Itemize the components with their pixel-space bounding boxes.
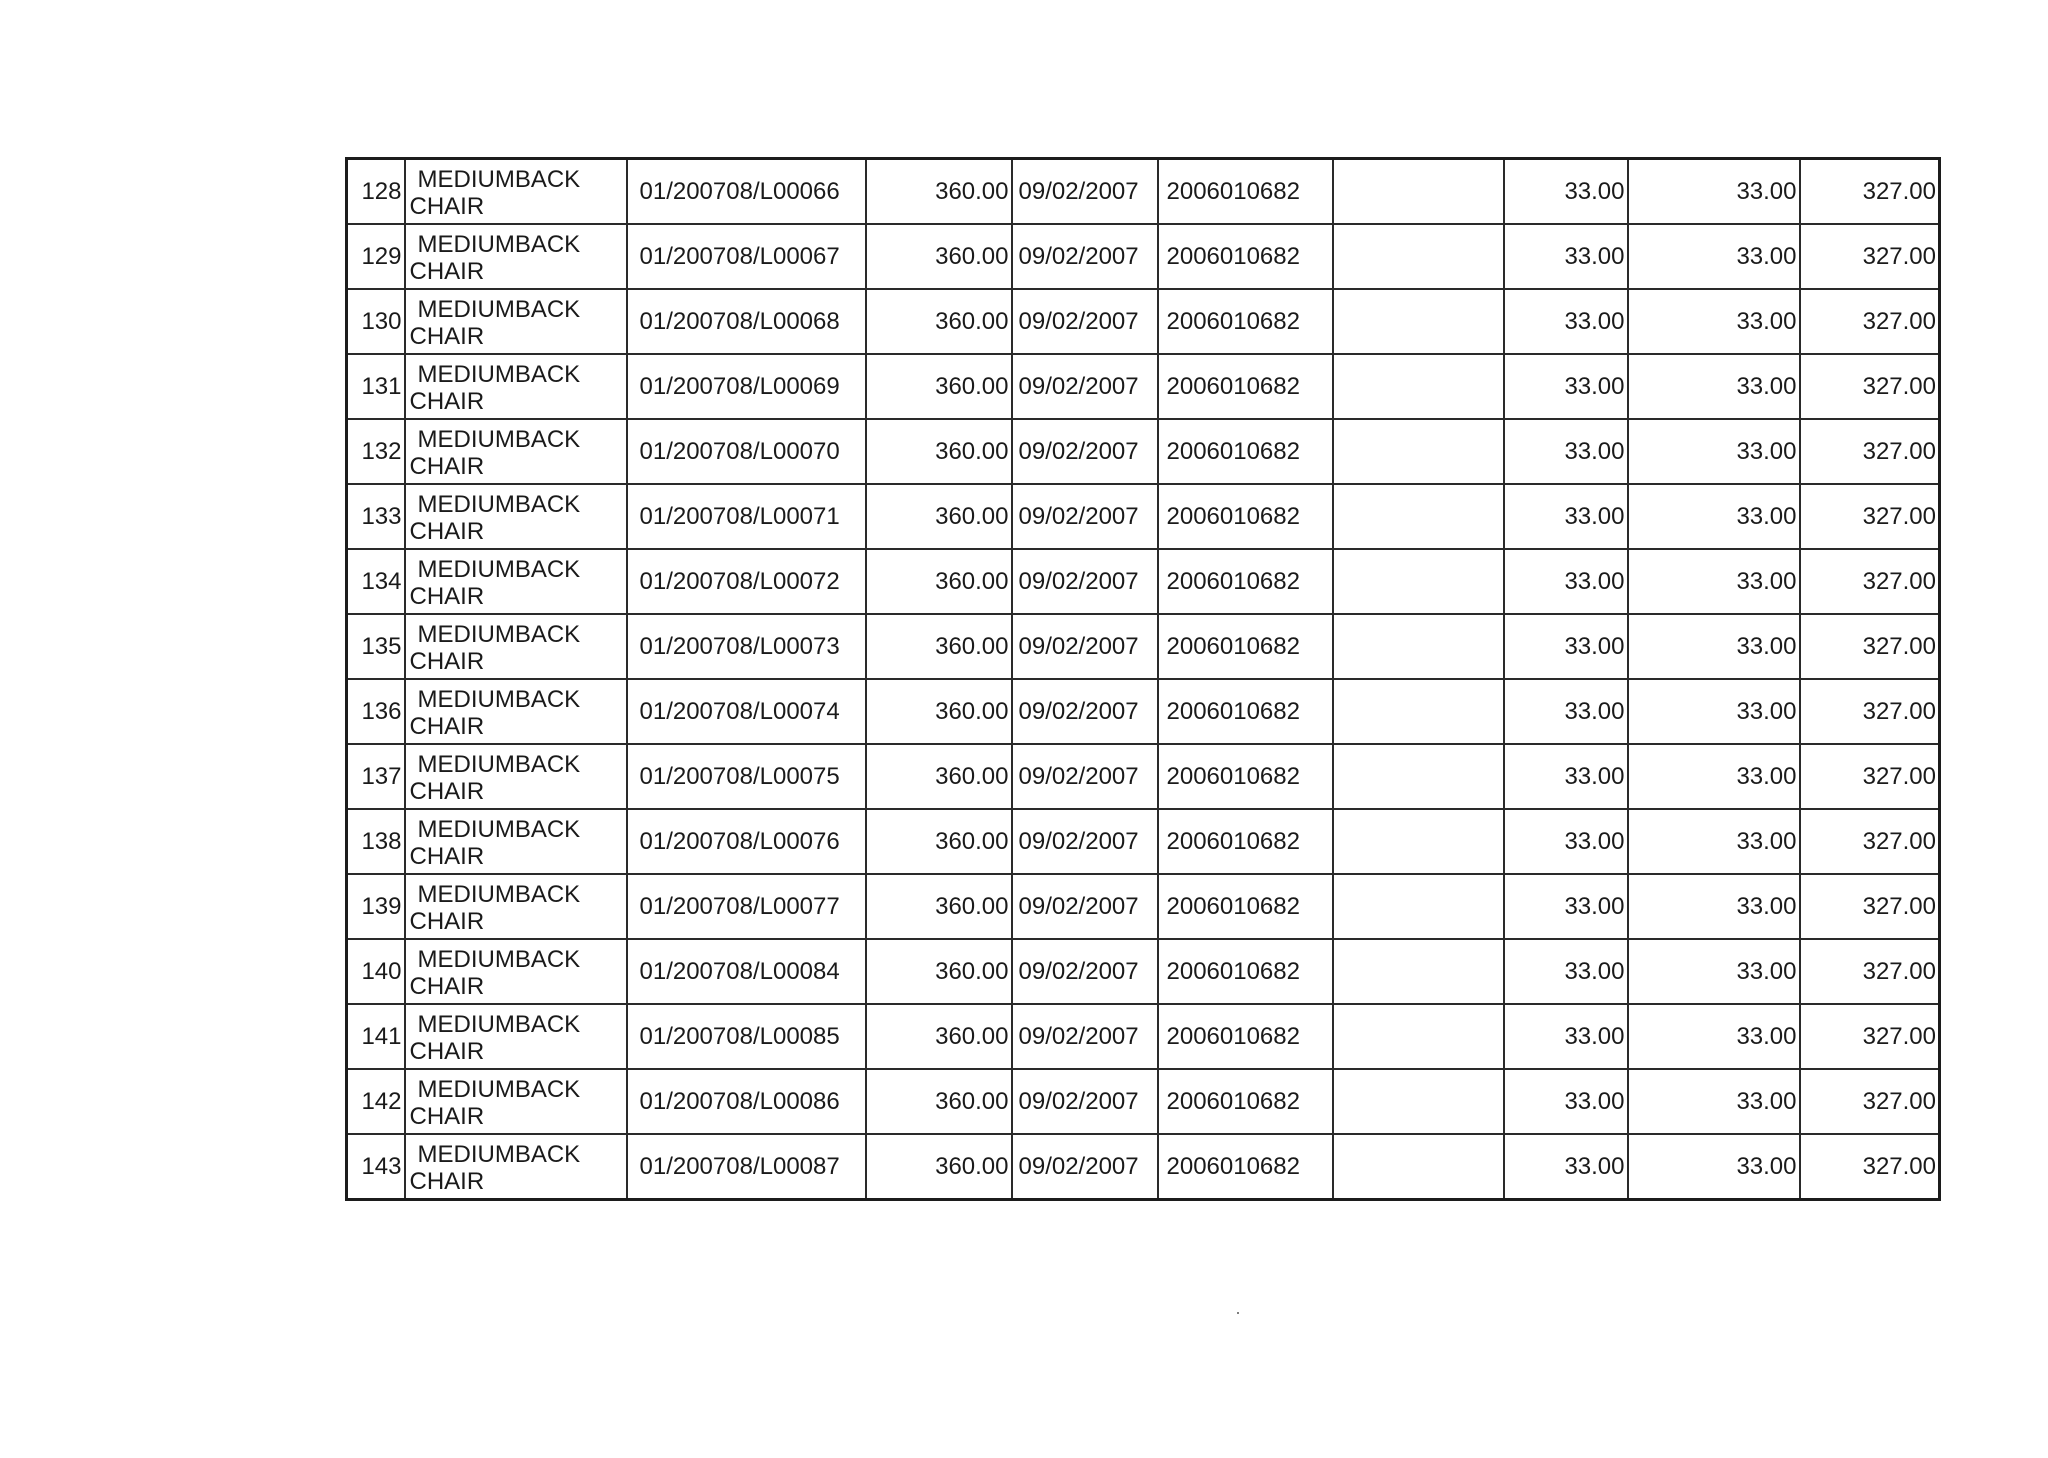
description-line-2: CHAIR <box>409 257 485 285</box>
table-row <box>347 289 1940 354</box>
date-cell: 09/02/2007 <box>1012 679 1158 744</box>
blank-cell <box>1333 289 1504 354</box>
value-two-cell: 33.00 <box>1628 939 1800 1004</box>
value-one-cell: 33.00 <box>1504 939 1628 1004</box>
code-cell: 2006010682 <box>1158 614 1333 679</box>
code-cell: 2006010682 <box>1158 224 1333 289</box>
amount-cell: 360.00 <box>866 939 1012 1004</box>
reference-number-cell: 01/200708/L00072 <box>627 549 866 614</box>
value-one-cell: 33.00 <box>1504 549 1628 614</box>
blank-cell <box>1333 484 1504 549</box>
date-cell: 09/02/2007 <box>1012 289 1158 354</box>
blank-cell <box>1333 939 1504 1004</box>
table-row <box>347 614 1940 679</box>
table-row <box>347 484 1940 549</box>
date-cell: 09/02/2007 <box>1012 874 1158 939</box>
value-two-cell: 33.00 <box>1628 354 1800 419</box>
serial-number-cell: 141 <box>347 1004 405 1069</box>
date-cell: 09/02/2007 <box>1012 1069 1158 1134</box>
description-line-1: MEDIUMBACK <box>417 490 581 518</box>
value-two-cell: 33.00 <box>1628 1134 1800 1200</box>
date-cell: 09/02/2007 <box>1012 1004 1158 1069</box>
date-cell: 09/02/2007 <box>1012 549 1158 614</box>
table-row <box>347 744 1940 809</box>
balance-cell: 327.00 <box>1800 614 1940 679</box>
amount-cell: 360.00 <box>866 679 1012 744</box>
description-line-2: CHAIR <box>409 1037 485 1065</box>
value-one-cell: 33.00 <box>1504 1134 1628 1200</box>
table-row <box>347 809 1940 874</box>
table-row <box>347 159 1940 225</box>
amount-cell: 360.00 <box>866 1004 1012 1069</box>
serial-number-cell: 142 <box>347 1069 405 1134</box>
code-cell: 2006010682 <box>1158 1069 1333 1134</box>
table-row <box>347 679 1940 744</box>
blank-cell <box>1333 1004 1504 1069</box>
serial-number-cell: 130 <box>347 289 405 354</box>
description-line-2: CHAIR <box>409 907 485 935</box>
asset-ledger-table <box>345 157 1941 1201</box>
value-one-cell: 33.00 <box>1504 809 1628 874</box>
code-cell: 2006010682 <box>1158 419 1333 484</box>
description-line-1: MEDIUMBACK <box>417 230 581 258</box>
code-cell: 2006010682 <box>1158 1134 1333 1200</box>
table-row <box>347 939 1940 1004</box>
scan-speck <box>1237 1312 1239 1314</box>
date-cell: 09/02/2007 <box>1012 354 1158 419</box>
blank-cell <box>1333 224 1504 289</box>
date-cell: 09/02/2007 <box>1012 484 1158 549</box>
description-cell <box>405 614 627 679</box>
description-line-1: MEDIUMBACK <box>417 750 581 778</box>
value-two-cell: 33.00 <box>1628 484 1800 549</box>
reference-number-cell: 01/200708/L00074 <box>627 679 866 744</box>
reference-number-cell: 01/200708/L00066 <box>627 159 866 225</box>
table-row <box>347 549 1940 614</box>
code-cell: 2006010682 <box>1158 549 1333 614</box>
description-line-1: MEDIUMBACK <box>417 945 581 973</box>
date-cell: 09/02/2007 <box>1012 744 1158 809</box>
value-one-cell: 33.00 <box>1504 1069 1628 1134</box>
serial-number-cell: 143 <box>347 1134 405 1200</box>
balance-cell: 327.00 <box>1800 1004 1940 1069</box>
value-one-cell: 33.00 <box>1504 679 1628 744</box>
description-cell <box>405 744 627 809</box>
description-line-2: CHAIR <box>409 842 485 870</box>
value-two-cell: 33.00 <box>1628 289 1800 354</box>
date-cell: 09/02/2007 <box>1012 1134 1158 1200</box>
description-cell <box>405 224 627 289</box>
blank-cell <box>1333 679 1504 744</box>
reference-number-cell: 01/200708/L00086 <box>627 1069 866 1134</box>
date-cell: 09/02/2007 <box>1012 809 1158 874</box>
value-two-cell: 33.00 <box>1628 809 1800 874</box>
code-cell: 2006010682 <box>1158 939 1333 1004</box>
reference-number-cell: 01/200708/L00084 <box>627 939 866 1004</box>
description-line-2: CHAIR <box>409 972 485 1000</box>
description-line-1: MEDIUMBACK <box>417 880 581 908</box>
amount-cell: 360.00 <box>866 549 1012 614</box>
balance-cell: 327.00 <box>1800 419 1940 484</box>
value-one-cell: 33.00 <box>1504 419 1628 484</box>
description-cell <box>405 419 627 484</box>
reference-number-cell: 01/200708/L00071 <box>627 484 866 549</box>
serial-number-cell: 135 <box>347 614 405 679</box>
value-one-cell: 33.00 <box>1504 354 1628 419</box>
amount-cell: 360.00 <box>866 809 1012 874</box>
amount-cell: 360.00 <box>866 419 1012 484</box>
description-line-1: MEDIUMBACK <box>417 425 581 453</box>
balance-cell: 327.00 <box>1800 289 1940 354</box>
code-cell: 2006010682 <box>1158 809 1333 874</box>
table-row <box>347 354 1940 419</box>
balance-cell: 327.00 <box>1800 744 1940 809</box>
description-line-2: CHAIR <box>409 777 485 805</box>
balance-cell: 327.00 <box>1800 224 1940 289</box>
reference-number-cell: 01/200708/L00070 <box>627 419 866 484</box>
date-cell: 09/02/2007 <box>1012 224 1158 289</box>
reference-number-cell: 01/200708/L00077 <box>627 874 866 939</box>
reference-number-cell: 01/200708/L00076 <box>627 809 866 874</box>
value-one-cell: 33.00 <box>1504 874 1628 939</box>
balance-cell: 327.00 <box>1800 549 1940 614</box>
description-cell <box>405 159 627 225</box>
balance-cell: 327.00 <box>1800 874 1940 939</box>
value-two-cell: 33.00 <box>1628 224 1800 289</box>
reference-number-cell: 01/200708/L00073 <box>627 614 866 679</box>
description-cell <box>405 874 627 939</box>
description-cell <box>405 354 627 419</box>
date-cell: 09/02/2007 <box>1012 614 1158 679</box>
serial-number-cell: 136 <box>347 679 405 744</box>
description-line-1: MEDIUMBACK <box>417 620 581 648</box>
amount-cell: 360.00 <box>866 1069 1012 1134</box>
description-line-2: CHAIR <box>409 387 485 415</box>
serial-number-cell: 134 <box>347 549 405 614</box>
amount-cell: 360.00 <box>866 614 1012 679</box>
description-cell <box>405 1069 627 1134</box>
blank-cell <box>1333 744 1504 809</box>
description-line-2: CHAIR <box>409 1102 485 1130</box>
value-two-cell: 33.00 <box>1628 549 1800 614</box>
blank-cell <box>1333 354 1504 419</box>
serial-number-cell: 131 <box>347 354 405 419</box>
description-cell <box>405 1134 627 1200</box>
amount-cell: 360.00 <box>866 289 1012 354</box>
amount-cell: 360.00 <box>866 354 1012 419</box>
serial-number-cell: 139 <box>347 874 405 939</box>
reference-number-cell: 01/200708/L00075 <box>627 744 866 809</box>
serial-number-cell: 137 <box>347 744 405 809</box>
code-cell: 2006010682 <box>1158 744 1333 809</box>
reference-number-cell: 01/200708/L00085 <box>627 1004 866 1069</box>
description-line-2: CHAIR <box>409 517 485 545</box>
date-cell: 09/02/2007 <box>1012 419 1158 484</box>
ledger-body <box>347 159 1940 1200</box>
code-cell: 2006010682 <box>1158 874 1333 939</box>
value-two-cell: 33.00 <box>1628 1004 1800 1069</box>
description-line-1: MEDIUMBACK <box>417 685 581 713</box>
amount-cell: 360.00 <box>866 874 1012 939</box>
value-two-cell: 33.00 <box>1628 614 1800 679</box>
serial-number-cell: 129 <box>347 224 405 289</box>
amount-cell: 360.00 <box>866 744 1012 809</box>
description-line-1: MEDIUMBACK <box>417 555 581 583</box>
value-two-cell: 33.00 <box>1628 419 1800 484</box>
amount-cell: 360.00 <box>866 159 1012 225</box>
code-cell: 2006010682 <box>1158 679 1333 744</box>
balance-cell: 327.00 <box>1800 679 1940 744</box>
table-row <box>347 224 1940 289</box>
serial-number-cell: 133 <box>347 484 405 549</box>
blank-cell <box>1333 159 1504 225</box>
description-line-2: CHAIR <box>409 712 485 740</box>
serial-number-cell: 138 <box>347 809 405 874</box>
code-cell: 2006010682 <box>1158 354 1333 419</box>
table-row <box>347 1134 1940 1200</box>
value-one-cell: 33.00 <box>1504 744 1628 809</box>
description-line-1: MEDIUMBACK <box>417 1140 581 1168</box>
serial-number-cell: 140 <box>347 939 405 1004</box>
description-line-2: CHAIR <box>409 1167 485 1195</box>
description-line-1: MEDIUMBACK <box>417 295 581 323</box>
value-one-cell: 33.00 <box>1504 159 1628 225</box>
description-cell <box>405 939 627 1004</box>
description-cell <box>405 549 627 614</box>
date-cell: 09/02/2007 <box>1012 939 1158 1004</box>
description-cell <box>405 484 627 549</box>
value-one-cell: 33.00 <box>1504 224 1628 289</box>
serial-number-cell: 128 <box>347 159 405 225</box>
amount-cell: 360.00 <box>866 484 1012 549</box>
description-line-1: MEDIUMBACK <box>417 815 581 843</box>
reference-number-cell: 01/200708/L00069 <box>627 354 866 419</box>
code-cell: 2006010682 <box>1158 289 1333 354</box>
table-row <box>347 874 1940 939</box>
blank-cell <box>1333 1134 1504 1200</box>
value-two-cell: 33.00 <box>1628 1069 1800 1134</box>
blank-cell <box>1333 549 1504 614</box>
code-cell: 2006010682 <box>1158 484 1333 549</box>
date-cell: 09/02/2007 <box>1012 159 1158 225</box>
description-line-1: MEDIUMBACK <box>417 165 581 193</box>
value-one-cell: 33.00 <box>1504 484 1628 549</box>
code-cell: 2006010682 <box>1158 1004 1333 1069</box>
serial-number-cell: 132 <box>347 419 405 484</box>
value-one-cell: 33.00 <box>1504 614 1628 679</box>
description-line-1: MEDIUMBACK <box>417 1075 581 1103</box>
description-line-1: MEDIUMBACK <box>417 1010 581 1038</box>
balance-cell: 327.00 <box>1800 1069 1940 1134</box>
blank-cell <box>1333 874 1504 939</box>
amount-cell: 360.00 <box>866 224 1012 289</box>
reference-number-cell: 01/200708/L00067 <box>627 224 866 289</box>
table-row <box>347 1069 1940 1134</box>
value-one-cell: 33.00 <box>1504 289 1628 354</box>
value-one-cell: 33.00 <box>1504 1004 1628 1069</box>
balance-cell: 327.00 <box>1800 159 1940 225</box>
balance-cell: 327.00 <box>1800 354 1940 419</box>
description-cell <box>405 679 627 744</box>
balance-cell: 327.00 <box>1800 809 1940 874</box>
description-line-2: CHAIR <box>409 192 485 220</box>
description-line-1: MEDIUMBACK <box>417 360 581 388</box>
value-two-cell: 33.00 <box>1628 744 1800 809</box>
code-cell: 2006010682 <box>1158 159 1333 225</box>
value-two-cell: 33.00 <box>1628 159 1800 225</box>
reference-number-cell: 01/200708/L00087 <box>627 1134 866 1200</box>
value-two-cell: 33.00 <box>1628 679 1800 744</box>
description-line-2: CHAIR <box>409 582 485 610</box>
description-line-2: CHAIR <box>409 322 485 350</box>
description-cell <box>405 809 627 874</box>
value-two-cell: 33.00 <box>1628 874 1800 939</box>
description-line-2: CHAIR <box>409 452 485 480</box>
description-line-2: CHAIR <box>409 647 485 675</box>
blank-cell <box>1333 809 1504 874</box>
table-row <box>347 1004 1940 1069</box>
blank-cell <box>1333 1069 1504 1134</box>
balance-cell: 327.00 <box>1800 1134 1940 1200</box>
blank-cell <box>1333 419 1504 484</box>
amount-cell: 360.00 <box>866 1134 1012 1200</box>
table-row <box>347 419 1940 484</box>
balance-cell: 327.00 <box>1800 939 1940 1004</box>
reference-number-cell: 01/200708/L00068 <box>627 289 866 354</box>
description-cell <box>405 1004 627 1069</box>
description-cell <box>405 289 627 354</box>
blank-cell <box>1333 614 1504 679</box>
balance-cell: 327.00 <box>1800 484 1940 549</box>
